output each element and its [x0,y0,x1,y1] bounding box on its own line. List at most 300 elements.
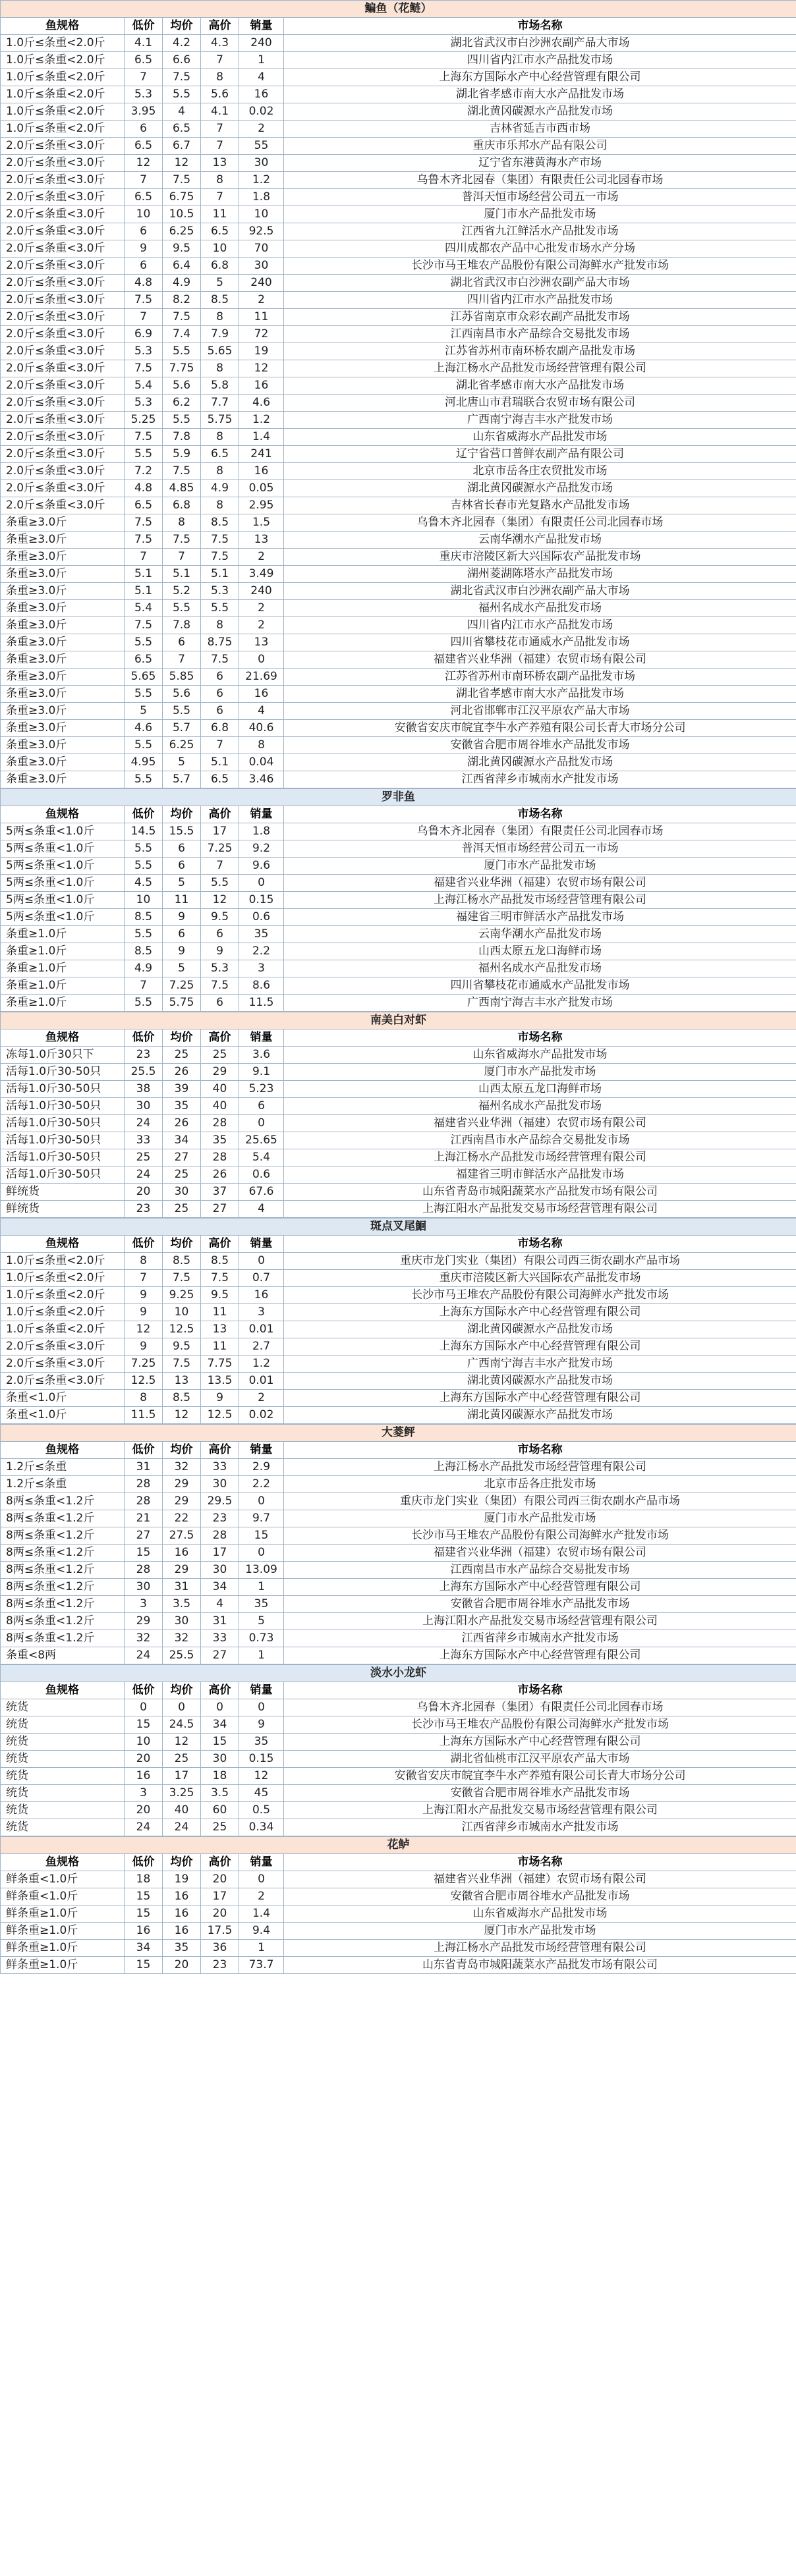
market-cell: 江西省萍乡市城南水产批发市场 [284,1819,796,1836]
high-price-cell: 23 [201,1510,239,1527]
volume-cell: 67.6 [239,1184,284,1201]
market-cell: 重庆市龙门实业（集团）有限公司西三街农副水产品市场 [284,1253,796,1270]
high-price-cell: 4 [201,1596,239,1613]
spec-cell: 统货 [1,1734,125,1751]
high-price-cell: 31 [201,1613,239,1630]
spec-cell: 条重<8两 [1,1647,125,1664]
low-price-cell: 12 [125,1321,163,1338]
column-header: 市场名称 [284,1682,796,1699]
column-header: 销量 [239,1442,284,1459]
high-price-cell: 20 [201,1871,239,1888]
table-row [1,360,796,377]
volume-cell: 3.46 [239,771,284,788]
avg-price-cell: 5.2 [163,583,201,600]
table-row [1,395,796,412]
low-price-cell: 20 [125,1751,163,1768]
spec-cell: 2.0斤≤条重<3.0斤 [1,223,125,240]
spec-cell: 5两≤条重<1.0斤 [1,909,125,926]
low-price-cell: 7 [125,977,163,995]
table-row [1,1734,796,1751]
high-price-cell: 10 [201,240,239,258]
volume-cell: 9.1 [239,1064,284,1081]
table-row [1,583,796,600]
low-price-cell: 7.5 [125,514,163,532]
avg-price-cell: 8.5 [163,1390,201,1407]
avg-price-cell: 7.5 [163,1356,201,1373]
column-header: 市场名称 [284,1854,796,1871]
high-price-cell: 8.5 [201,514,239,532]
section-title-row [1,1425,796,1442]
avg-price-cell: 7.5 [163,172,201,189]
low-price-cell: 5.5 [125,737,163,754]
volume-cell: 9.2 [239,840,284,858]
table-row [1,566,796,583]
spec-cell: 1.2斤≤条重 [1,1459,125,1476]
table-row [1,121,796,138]
avg-price-cell: 7.5 [163,532,201,549]
volume-cell: 0.15 [239,892,284,909]
market-cell: 江西南昌市水产品综合交易批发市场 [284,326,796,343]
low-price-cell: 3.95 [125,103,163,121]
avg-price-cell: 5.6 [163,686,201,703]
high-price-cell: 4.1 [201,103,239,121]
avg-price-cell: 12 [163,1734,201,1751]
avg-price-cell: 6.25 [163,223,201,240]
low-price-cell: 12.5 [125,1373,163,1390]
low-price-cell: 7.5 [125,429,163,446]
low-price-cell: 5.65 [125,669,163,686]
market-cell: 重庆市涪陵区新大兴国际农产品批发市场 [284,549,796,566]
volume-cell: 92.5 [239,223,284,240]
section-title-row [1,1012,796,1029]
market-cell: 湖北黄冈碳源水产品批发市场 [284,103,796,121]
column-header: 低价 [125,18,163,35]
avg-price-cell: 8.2 [163,292,201,309]
avg-price-cell: 9 [163,943,201,960]
avg-price-cell: 25 [163,1751,201,1768]
high-price-cell: 13 [201,1321,239,1338]
volume-cell: 0.15 [239,1751,284,1768]
volume-cell: 0.02 [239,103,284,121]
spec-cell: 2.0斤≤条重<3.0斤 [1,292,125,309]
volume-cell: 3 [239,960,284,977]
market-cell: 湖北省武汉市白沙洲农副产品大市场 [284,35,796,52]
volume-cell: 0 [239,1493,284,1510]
high-price-cell: 6.8 [201,258,239,275]
table-row [1,1957,796,1974]
avg-price-cell: 17 [163,1768,201,1785]
low-price-cell: 3 [125,1785,163,1802]
volume-cell: 16 [239,377,284,395]
section-title: 罗非鱼 [1,789,796,806]
low-price-cell: 27 [125,1527,163,1545]
market-cell: 江苏省南京市众彩农副产品批发市场 [284,309,796,326]
market-cell: 上海江阳水产品批发交易市场经营管理有限公司 [284,1201,796,1218]
table-row [1,1184,796,1201]
high-price-cell: 7.7 [201,395,239,412]
avg-price-cell: 7.5 [163,463,201,480]
volume-cell: 45 [239,1785,284,1802]
section-title: 南美白对虾 [1,1012,796,1029]
high-price-cell: 7.5 [201,549,239,566]
market-cell: 四川省攀枝花市通威水产品批发市场 [284,977,796,995]
market-cell: 山东省威海水产品批发市场 [284,1047,796,1064]
volume-cell: 241 [239,446,284,463]
table-row [1,1115,796,1132]
avg-price-cell: 10 [163,1304,201,1321]
volume-cell: 4 [239,69,284,86]
table-row [1,1785,796,1802]
spec-cell: 2.0斤≤条重<3.0斤 [1,275,125,292]
volume-cell: 2 [239,1888,284,1905]
section-title-row [1,1665,796,1682]
table-row [1,1149,796,1166]
column-header: 均价 [163,1442,201,1459]
spec-cell: 8两≤条重<1.2斤 [1,1630,125,1647]
high-price-cell: 5.5 [201,875,239,892]
high-price-cell: 8 [201,360,239,377]
avg-price-cell: 6.25 [163,737,201,754]
volume-cell: 2 [239,121,284,138]
table-row [1,35,796,52]
spec-cell: 2.0斤≤条重<3.0斤 [1,326,125,343]
high-price-cell: 15 [201,1734,239,1751]
column-header: 市场名称 [284,18,796,35]
avg-price-cell: 6.4 [163,258,201,275]
avg-price-cell: 5.6 [163,377,201,395]
volume-cell: 0.02 [239,1407,284,1424]
column-header: 均价 [163,1029,201,1047]
avg-price-cell: 5.5 [163,86,201,103]
volume-cell: 1 [239,1940,284,1957]
volume-cell: 12 [239,1768,284,1785]
high-price-cell: 5.6 [201,86,239,103]
table-row [1,326,796,343]
table-row [1,1802,796,1819]
spec-cell: 2.0斤≤条重<3.0斤 [1,412,125,429]
spec-cell: 1.0斤≤条重<2.0斤 [1,1253,125,1270]
table-row [1,1132,796,1149]
spec-cell: 1.0斤≤条重<2.0斤 [1,52,125,69]
spec-cell: 条重≥3.0斤 [1,703,125,720]
high-price-cell: 7.5 [201,532,239,549]
volume-cell: 16 [239,463,284,480]
market-cell: 湖北黄冈碳源水产品批发市场 [284,480,796,497]
spec-cell: 8两≤条重<1.2斤 [1,1493,125,1510]
avg-price-cell: 6 [163,840,201,858]
high-price-cell: 8 [201,617,239,634]
market-cell: 上海东方国际水产中心经营管理有限公司 [284,1734,796,1751]
avg-price-cell: 8 [163,514,201,532]
spec-cell: 5两≤条重<1.0斤 [1,823,125,840]
spec-cell: 活每1.0斤30-50只 [1,1149,125,1166]
avg-price-cell: 15.5 [163,823,201,840]
avg-price-cell: 7.5 [163,309,201,326]
market-cell: 湖北省孝感市南大水产品批发市场 [284,86,796,103]
avg-price-cell: 7.25 [163,977,201,995]
volume-cell: 0 [239,1253,284,1270]
table-row [1,1098,796,1115]
volume-cell: 8.6 [239,977,284,995]
column-header: 低价 [125,1029,163,1047]
high-price-cell: 5.1 [201,566,239,583]
low-price-cell: 5.5 [125,771,163,788]
volume-cell: 16 [239,86,284,103]
avg-price-cell: 4 [163,103,201,121]
volume-cell: 13 [239,532,284,549]
volume-cell: 10 [239,206,284,223]
market-cell: 乌鲁木齐北园春（集团）有限责任公司北园春市场 [284,1699,796,1716]
spec-cell: 1.0斤≤条重<2.0斤 [1,121,125,138]
high-price-cell: 8.5 [201,292,239,309]
avg-price-cell: 6 [163,634,201,651]
table-row [1,497,796,514]
market-cell: 上海江杨水产品批发市场经营管理有限公司 [284,1940,796,1957]
market-cell: 上海江杨水产品批发市场经营管理有限公司 [284,1459,796,1476]
high-price-cell: 30 [201,1751,239,1768]
market-cell: 江西省九江鲜活水产品批发市场 [284,223,796,240]
volume-cell: 21.69 [239,669,284,686]
volume-cell: 13 [239,634,284,651]
avg-price-cell: 31 [163,1579,201,1596]
market-cell: 上海江阳水产品批发交易市场经营管理有限公司 [284,1613,796,1630]
high-price-cell: 7 [201,121,239,138]
spec-cell: 鲜条重<1.0斤 [1,1888,125,1905]
high-price-cell: 11 [201,1304,239,1321]
low-price-cell: 14.5 [125,823,163,840]
table-row [1,1356,796,1373]
market-cell: 江苏省苏州市南环桥农副产品批发市场 [284,343,796,360]
market-cell: 厦门市水产品批发市场 [284,1923,796,1940]
spec-cell: 条重≥3.0斤 [1,771,125,788]
market-cell: 湖北黄冈碳源水产品批发市场 [284,754,796,771]
high-price-cell: 25 [201,1047,239,1064]
market-cell: 四川成都农产品中心批发市场水产分场 [284,240,796,258]
market-cell: 吉林省延吉市西市场 [284,121,796,138]
avg-price-cell: 5.85 [163,669,201,686]
volume-cell: 1 [239,1647,284,1664]
market-cell: 福建省三明市鲜活水产品批发市场 [284,1166,796,1184]
volume-cell: 0.04 [239,754,284,771]
high-price-cell: 7 [201,52,239,69]
volume-cell: 2.9 [239,1459,284,1476]
volume-cell: 72 [239,326,284,343]
avg-price-cell: 6.75 [163,189,201,206]
avg-price-cell: 5.5 [163,703,201,720]
market-cell: 上海江杨水产品批发市场经营管理有限公司 [284,892,796,909]
avg-price-cell: 5.9 [163,446,201,463]
market-cell: 北京市岳各庄农贸批发市场 [284,463,796,480]
high-price-cell: 7.25 [201,840,239,858]
table-row [1,1905,796,1923]
low-price-cell: 7.5 [125,292,163,309]
low-price-cell: 30 [125,1579,163,1596]
high-price-cell: 9.5 [201,1287,239,1304]
avg-price-cell: 16 [163,1923,201,1940]
table-row [1,651,796,669]
avg-price-cell: 7.8 [163,617,201,634]
avg-price-cell: 35 [163,1940,201,1957]
table-row [1,223,796,240]
high-price-cell: 4.3 [201,35,239,52]
header-row [1,1854,796,1871]
spec-cell: 鲜统货 [1,1184,125,1201]
low-price-cell: 5.5 [125,634,163,651]
column-header: 均价 [163,1854,201,1871]
spec-cell: 8两≤条重<1.2斤 [1,1596,125,1613]
high-price-cell: 29 [201,1064,239,1081]
market-cell: 江西南昌市水产品综合交易批发市场 [284,1132,796,1149]
avg-price-cell: 25 [163,1047,201,1064]
column-header: 市场名称 [284,806,796,823]
volume-cell: 16 [239,1287,284,1304]
spec-cell: 统货 [1,1802,125,1819]
low-price-cell: 6.5 [125,497,163,514]
avg-price-cell: 5.7 [163,720,201,737]
spec-cell: 8两≤条重<1.2斤 [1,1527,125,1545]
spec-cell: 鲜条重<1.0斤 [1,1871,125,1888]
avg-price-cell: 5.5 [163,343,201,360]
low-price-cell: 6.5 [125,138,163,155]
low-price-cell: 18 [125,1871,163,1888]
table-row [1,1321,796,1338]
low-price-cell: 32 [125,1630,163,1647]
high-price-cell: 7 [201,138,239,155]
table-row [1,1476,796,1493]
volume-cell: 1.5 [239,514,284,532]
column-header: 低价 [125,1682,163,1699]
high-price-cell: 28 [201,1527,239,1545]
spec-cell: 2.0斤≤条重<3.0斤 [1,189,125,206]
low-price-cell: 9 [125,1287,163,1304]
market-cell: 四川省内江市水产品批发市场 [284,617,796,634]
high-price-cell: 4.9 [201,480,239,497]
low-price-cell: 5.25 [125,412,163,429]
spec-cell: 5两≤条重<1.0斤 [1,875,125,892]
low-price-cell: 8.5 [125,943,163,960]
avg-price-cell: 5 [163,875,201,892]
spec-cell: 鲜统货 [1,1201,125,1218]
table-row [1,377,796,395]
market-cell: 山东省青岛市城阳蔬菜水产品批发市场有限公司 [284,1957,796,1974]
column-header: 销量 [239,1854,284,1871]
spec-cell: 活每1.0斤30-50只 [1,1115,125,1132]
spec-cell: 条重≥1.0斤 [1,943,125,960]
market-cell: 福建省兴业华洲（福建）农贸市场有限公司 [284,651,796,669]
volume-cell: 55 [239,138,284,155]
column-header: 高价 [201,18,239,35]
avg-price-cell: 25 [163,1166,201,1184]
low-price-cell: 5.3 [125,86,163,103]
volume-cell: 3.6 [239,1047,284,1064]
avg-price-cell: 13 [163,1373,201,1390]
avg-price-cell: 7.5 [163,1270,201,1287]
volume-cell: 30 [239,155,284,172]
column-header: 高价 [201,1682,239,1699]
market-cell: 安徽省安庆市皖宜李牛水产养殖有限公司长青大市场分公司 [284,720,796,737]
low-price-cell: 20 [125,1184,163,1201]
high-price-cell: 0 [201,1699,239,1716]
spec-cell: 2.0斤≤条重<3.0斤 [1,155,125,172]
table-row [1,823,796,840]
high-price-cell: 9 [201,1390,239,1407]
high-price-cell: 6.5 [201,771,239,788]
table-row [1,343,796,360]
high-price-cell: 11 [201,206,239,223]
low-price-cell: 25 [125,1149,163,1166]
table-row [1,412,796,429]
spec-cell: 5两≤条重<1.0斤 [1,840,125,858]
low-price-cell: 10 [125,206,163,223]
spec-cell: 条重≥1.0斤 [1,926,125,943]
market-cell: 重庆市龙门实业（集团）有限公司西三街农副水产品市场 [284,1493,796,1510]
low-price-cell: 23 [125,1201,163,1218]
spec-cell: 条重≥1.0斤 [1,977,125,995]
table-row [1,103,796,121]
low-price-cell: 5.5 [125,926,163,943]
market-cell: 云南华潮水产品批发市场 [284,926,796,943]
high-price-cell: 8 [201,463,239,480]
spec-cell: 条重≥3.0斤 [1,720,125,737]
low-price-cell: 7 [125,549,163,566]
market-cell: 上海江阳水产品批发交易市场经营管理有限公司 [284,1802,796,1819]
low-price-cell: 24 [125,1166,163,1184]
column-header: 低价 [125,1854,163,1871]
column-header: 鱼规格 [1,1029,125,1047]
spec-cell: 2.0斤≤条重<3.0斤 [1,138,125,155]
table-row [1,138,796,155]
section-table [0,1218,796,1424]
high-price-cell: 6 [201,686,239,703]
avg-price-cell: 40 [163,1802,201,1819]
volume-cell: 0.6 [239,909,284,926]
high-price-cell: 7 [201,858,239,875]
table-row [1,686,796,703]
volume-cell: 0 [239,1699,284,1716]
high-price-cell: 12.5 [201,1407,239,1424]
avg-price-cell: 6.8 [163,497,201,514]
market-cell: 福建省兴业华洲（福建）农贸市场有限公司 [284,1115,796,1132]
table-row [1,292,796,309]
table-row [1,1493,796,1510]
high-price-cell: 17.5 [201,1923,239,1940]
spec-cell: 活每1.0斤30-50只 [1,1064,125,1081]
low-price-cell: 6.5 [125,189,163,206]
table-row [1,1819,796,1836]
high-price-cell: 17 [201,823,239,840]
table-row [1,155,796,172]
market-cell: 福建省三明市鲜活水产品批发市场 [284,909,796,926]
low-price-cell: 24 [125,1819,163,1836]
table-row [1,754,796,771]
low-price-cell: 21 [125,1510,163,1527]
high-price-cell: 8.5 [201,1253,239,1270]
volume-cell: 0.01 [239,1321,284,1338]
volume-cell: 1.2 [239,172,284,189]
market-cell: 四川省攀枝花市通威水产品批发市场 [284,634,796,651]
high-price-cell: 7.5 [201,977,239,995]
low-price-cell: 4.8 [125,275,163,292]
low-price-cell: 8 [125,1253,163,1270]
spec-cell: 条重≥3.0斤 [1,669,125,686]
avg-price-cell: 5.5 [163,412,201,429]
low-price-cell: 7.5 [125,360,163,377]
table-row [1,634,796,651]
spec-cell: 1.0斤≤条重<2.0斤 [1,69,125,86]
table-row [1,1270,796,1287]
table-row [1,600,796,617]
section-title: 大菱鲆 [1,1425,796,1442]
